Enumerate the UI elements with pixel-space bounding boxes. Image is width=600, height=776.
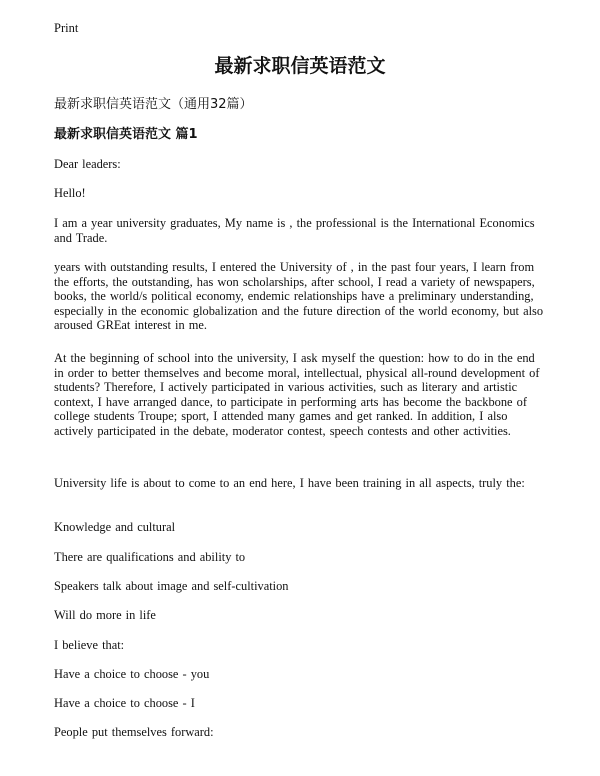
document-title: 最新求职信英语范文 xyxy=(214,55,386,77)
line-choice-i: Have a choice to choose - I xyxy=(54,696,195,710)
paragraph-activities: At the beginning of school into the university, I ask myself the question: how to do in the end in order to better themselves and become moral, intellectual, physical all-round development of students? Therefore, I actively participated in various activities, such as literary and artistic context, I have arranged dance, to participate in performing arts has become the backbone of college students Troupe; sport, I attended many games and get ranked. In addition, I also actively participated in the debate, moderator contest, speech contests and other activities. xyxy=(54,351,540,438)
line-will-do-more: Will do more in life xyxy=(54,608,156,622)
print-link[interactable]: Print xyxy=(54,21,79,35)
line-knowledge: Knowledge and cultural xyxy=(54,520,176,534)
paragraph-greeting: Hello! xyxy=(54,186,86,200)
line-people-forward: People put themselves forward: xyxy=(54,725,214,739)
document-subtitle: 最新求职信英语范文（通用32篇） xyxy=(54,97,253,112)
line-speakers: Speakers talk about image and self-cultivation xyxy=(54,579,289,593)
paragraph-university-life: University life is about to come to an end here, I have been training in all aspects, truly the: xyxy=(54,476,525,490)
paragraph-salutation: Dear leaders: xyxy=(54,157,121,171)
paragraph-academic-record: years with outstanding results, I entered the University of , in the past four years, I learn from the efforts, the outstanding, has won scholarships, after school, I read a variety of newspapers, books, the world/s political economy, endemic relationships have a preliminary understanding, especially in the economic globalization and the future direction of the world economy, but also aroused GREat interest in me. xyxy=(54,260,544,333)
line-i-believe: I believe that: xyxy=(54,638,125,652)
paragraph-introduction: I am a year university graduates, My name is , the professional is the International Economics and Trade. xyxy=(54,216,535,245)
line-choice-you: Have a choice to choose - you xyxy=(54,667,210,681)
section-heading: 最新求职信英语范文 篇1 xyxy=(54,127,198,142)
line-qualifications: There are qualifications and ability to xyxy=(54,550,246,564)
